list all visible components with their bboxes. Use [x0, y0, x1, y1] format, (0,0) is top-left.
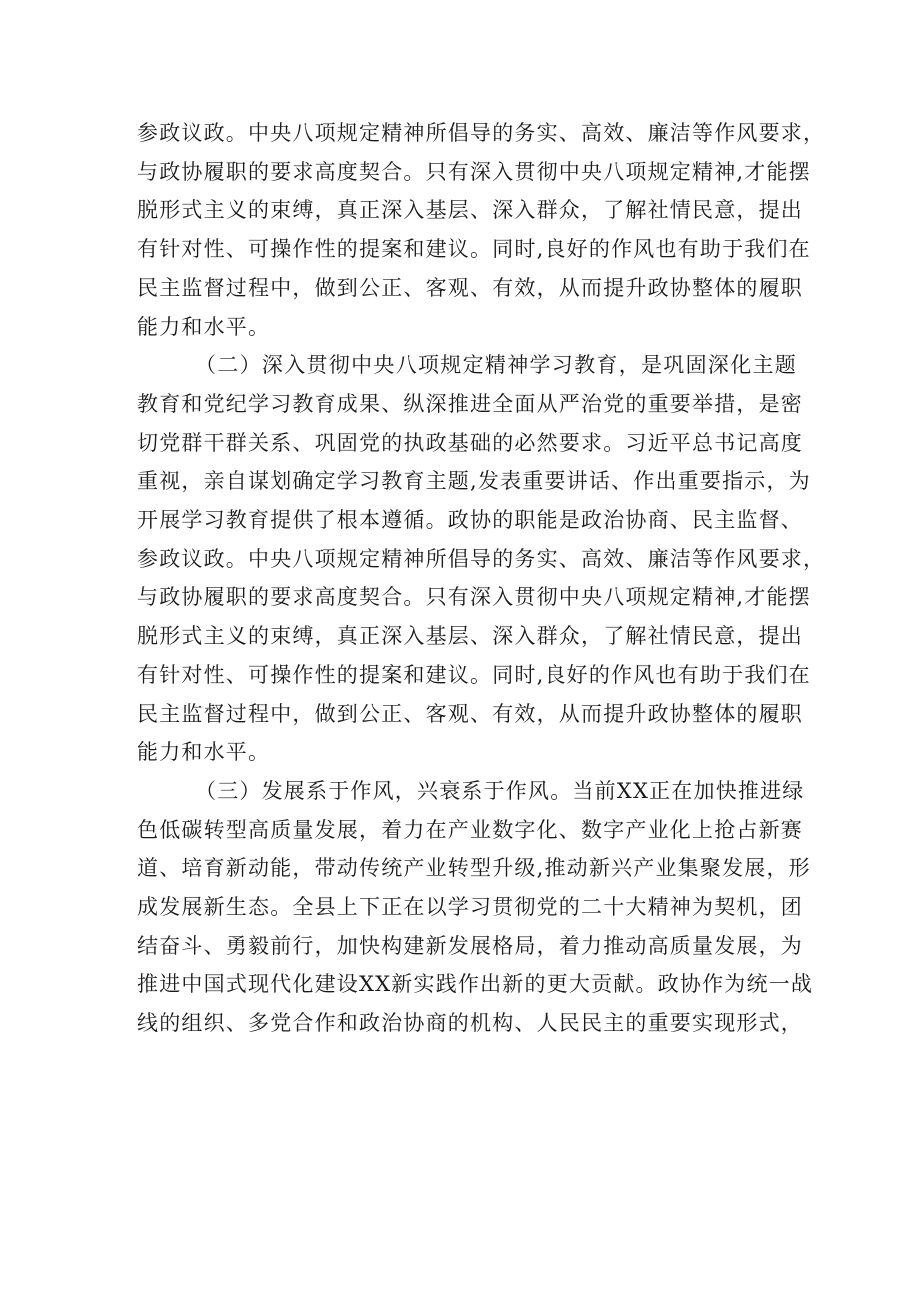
- text-line: 重视，亲自谋划确定学习教育主题,发表重要讲话、作出重要指示，为: [137, 469, 811, 494]
- text-line: 与政协履职的要求高度契合。只有深入贯彻中央八项规定精神,才能摆: [137, 585, 811, 610]
- text-line: 成发展新生态。全县上下正在以学习贯彻党的二十大精神为契机，团: [137, 895, 803, 920]
- text-line: 民主监督过程中，做到公正、客观、有效，从而提升政协整体的履职: [137, 275, 803, 300]
- text-line: 参政议政。中央八项规定精神所倡导的务实、高效、廉洁等作风要求，: [137, 546, 826, 571]
- paragraph-3: [137, 772, 814, 1043]
- paragraph-2: [137, 346, 826, 772]
- text-line: 能力和水平。: [137, 740, 271, 765]
- text-line: 脱形式主义的束缚，真正深入基层、深入群众，了解社情民意，提出: [137, 198, 803, 223]
- text-line: （二）深入贯彻中央八项规定精神学习教育，是巩固深化主题: [195, 353, 797, 378]
- text-line: 推进中国式现代化建设XX新实践作出新的更大贡献。政协作为统一战: [137, 972, 814, 997]
- text-line: 教育和党纪学习教育成果、纵深推进全面从严治党的重要举措，是密: [137, 391, 803, 416]
- document-body: [137, 114, 826, 1043]
- text-line: 有针对性、可操作性的提案和建议。同时,良好的作风也有助于我们在: [137, 237, 811, 262]
- text-line: （三）发展系于作风，兴衰系于作风。当前XX正在加快推进绿: [195, 778, 805, 803]
- text-line: 道、培育新动能，带动传统产业转型升级,推动新兴产业集聚发展，形: [137, 856, 811, 881]
- text-line: 结奋斗、勇毅前行，加快构建新发展格局，着力推动高质量发展，为: [137, 933, 803, 958]
- text-line: 色低碳转型高质量发展，着力在产业数字化、数字产业化上抢占新赛: [137, 817, 803, 842]
- text-line: 参政议政。中央八项规定精神所倡导的务实、高效、廉洁等作风要求，: [137, 121, 826, 145]
- paragraph-1: [137, 114, 826, 346]
- text-line: 脱形式主义的束缚，真正深入基层、深入群众，了解社情民意，提出: [137, 624, 803, 649]
- text-line: 切党群干群关系、巩固党的执政基础的必然要求。习近平总书记高度: [137, 430, 803, 455]
- text-line: 能力和水平。: [137, 314, 271, 339]
- text-line: 民主监督过程中，做到公正、客观、有效，从而提升政协整体的履职: [137, 701, 803, 726]
- text-line: 开展学习教育提供了根本遵循。政协的职能是政治协商、民主监督、: [137, 508, 803, 533]
- text-line: 与政协履职的要求高度契合。只有深入贯彻中央八项规定精神,才能摆: [137, 159, 811, 184]
- text-line: 有针对性、可操作性的提案和建议。同时,良好的作风也有助于我们在: [137, 662, 811, 687]
- text-line: 线的组织、多党合作和政治协商的机构、人民民主的重要实现形式，: [137, 1011, 803, 1036]
